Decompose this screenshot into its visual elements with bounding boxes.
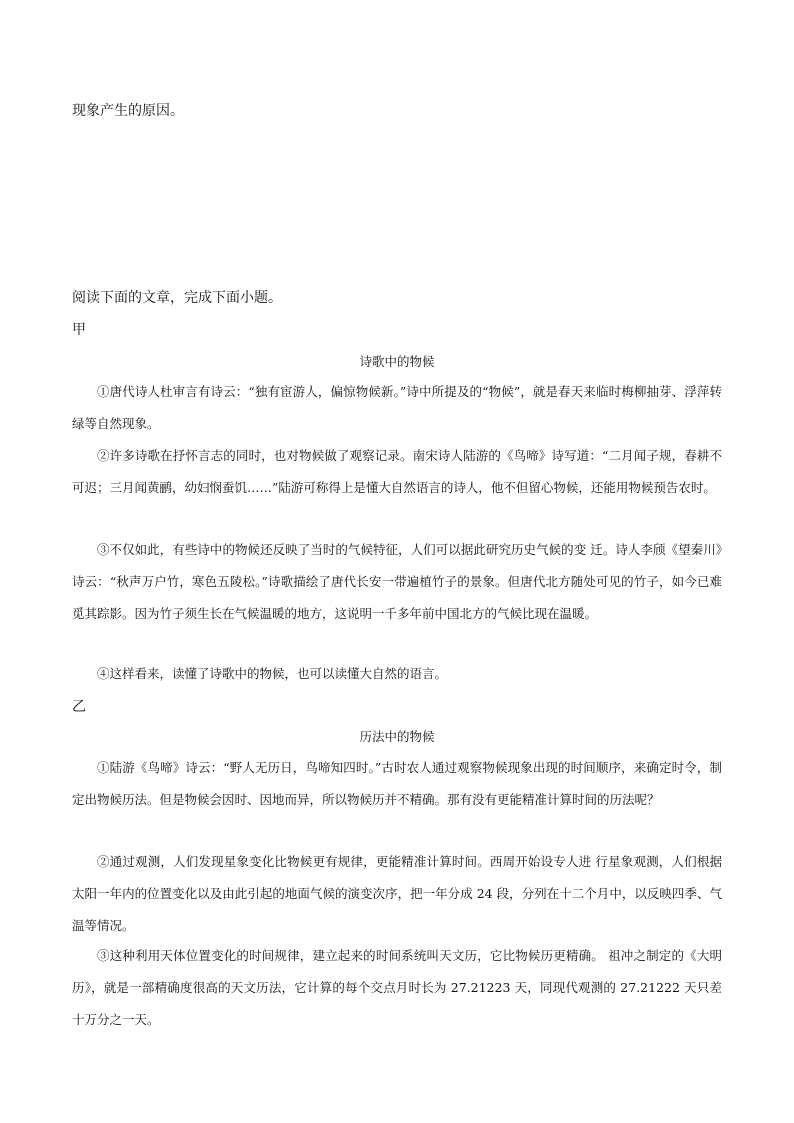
article-title-yi: 历法中的物候 [359,729,435,744]
jia-paragraph-4: ④这样看来，读懂了诗歌中的物候，也可以读懂大自然的语言。 [97,666,448,681]
jia-paragraph-2: ②许多诗歌在抒怀言志的同时，也对物候做了观察记录。南宋诗人陆游的《鸟啼》诗写道：“二月闻子规，春耕不可迟；三月闻黄鹂，幼妇悯蚕饥……”陆游可称得上是懂大自然语言的诗人，他不但留心物候，还能用物候预告农时。 [72,448,722,495]
yi-paragraph-2: ②通过观测，人们发现星象变化比物候更有规律，更能精准计算时间。西周开始设专人进 行星象观测，人们根据太阳一年内的位置变化以及由此引起的地面气候的演变次序，把一年分成 24 段，分列在十二个月中，以反映四季、气温等情况。 [72,854,722,933]
reading-instruction: 阅读下面的文章，完成下面小题。 [72,290,282,306]
jia-paragraph-1: ①唐代诗人杜审言有诗云：“独有宦游人，偏惊物候新。”诗中所提及的“物候”，就是春天来临时梅柳抽芽、浮萍转绿等自然现象。 [72,384,722,431]
section-label-jia: 甲 [72,322,86,338]
yi-paragraph-1: ①陆游《鸟啼》诗云：“野人无历日，鸟啼知四时。”古时农人通过观察物候现象出现的时间顺序，来确定时令，制定出物候历法。但是物候会因时、因地而异，所以物候历并不精确。那有没有更能精准计算时间的历法呢？ [72,760,722,807]
yi-paragraph-3: ③这种利用天体位置变化的时间规律，建立起来的时间系统叫天文历，它比物候历更精确。 祖冲之制定的《大明历》，就是一部精确度很高的天文历法，它计算的每个交点月时长为 27.21223 天，同现代观测的 27.21222 天只差十万分之一天。 [72,948,722,1027]
jia-paragraph-3: ③不仅如此，有些诗中的物候还反映了当时的气候特征，人们可以据此研究历史气候的变 迁。诗人李颀《望秦川》诗云：“秋声万户竹，寒色五陵松。”诗歌描绘了唐代长安一带遍植竹子的景象。但唐代北方随处可见的竹子，如今已难觅其踪影。因为竹子须生长在气候温暖的地方，这说明一千多年前中国北方的气候比现在温暖。 [72,542,722,621]
section-label-yi: 乙 [72,699,86,715]
article-title-jia: 诗歌中的物候 [359,354,435,369]
question-fragment: 现象产生的原因。 [72,103,184,119]
